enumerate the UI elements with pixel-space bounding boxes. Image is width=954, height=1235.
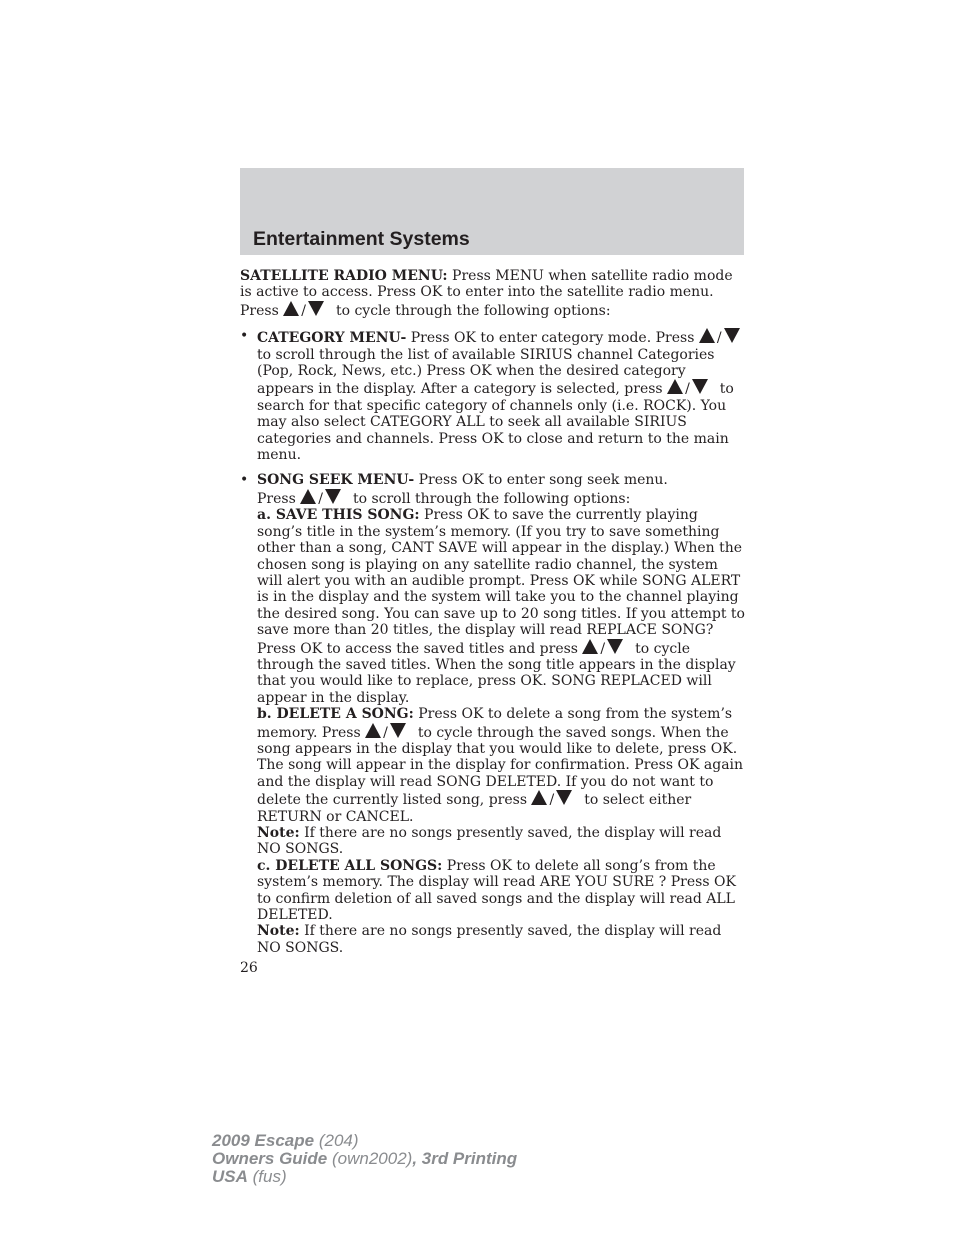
- down-arrow-icon: [607, 639, 623, 654]
- note-paragraph: Note: If there are no songs presently saved, the display will read NO SONGS.: [257, 825, 722, 858]
- up-arrow-icon: [283, 301, 299, 316]
- footer-line-region: USA (fus): [212, 1167, 287, 1186]
- delete-song-label: b. DELETE A SONG:: [257, 706, 414, 723]
- save-song-paragraph: a. SAVE THIS SONG: Press OK to save the currently playing song’s title in the system’s memory. (If you try to save something other than a song, CANT SAVE will appear in the display.) When the chosen song is playing on any satellite radio channel, the system will alert you with an audible prompt. Press OK while SONG ALERT is in the display and the system will take you to the channel playing the desired song. You can save up to 20 song titles. If you attempt to save more than 20 titles, the display will read REPLACE SONG? Press OK to access the saved titles and press / to cycle through the saved titles. When the song title appears in the display that you would like to replace, press OK. SONG REPLACED will appear in the display.: [257, 507, 745, 706]
- down-arrow-icon: [724, 328, 740, 343]
- up-arrow-icon: [582, 639, 598, 654]
- category-menu-item: • CATEGORY MENU- Press OK to enter category mode. Press / to scroll through the list of available SIRIUS channel Categories (Pop, Rock, News, etc.) Press OK when the desired category appears in the display. After a category is selected, press / to search for that specific category of channels only (i.e. ROCK). You may also select CATEGORY ALL to seek all available SIRIUS categories and channels. Press OK to close and return to the main menu.: [240, 328, 746, 463]
- up-arrow-icon: [365, 723, 381, 738]
- section-header-band: [240, 168, 744, 255]
- intro-text: Press MENU when satellite radio mode is active to access. Press OK to enter into the satellite radio menu.: [240, 268, 733, 301]
- down-arrow-icon: [556, 790, 572, 805]
- footer-line-model: 2009 Escape (204): [212, 1131, 359, 1150]
- footer-line-guide: Owners Guide (own2002), 3rd Printing: [212, 1149, 518, 1168]
- document-footer: [212, 1132, 517, 1186]
- category-label: CATEGORY MENU-: [257, 330, 407, 347]
- page-content: [240, 268, 746, 956]
- up-arrow-icon: [300, 489, 316, 504]
- up-arrow-icon: [667, 379, 683, 394]
- down-arrow-icon: [390, 723, 406, 738]
- note-label: Note:: [257, 825, 300, 841]
- intro-label: SATELLITE RADIO MENU:: [240, 268, 448, 284]
- bullet-point: •: [240, 472, 249, 489]
- section-title: Entertainment Systems: [253, 228, 470, 250]
- intro-paragraph: SATELLITE RADIO MENU: Press MENU when satellite radio mode is active to access. Press OK to enter into the satellite radio menu. Press / to cycle through the following options:: [240, 268, 733, 319]
- down-arrow-icon: [308, 301, 324, 316]
- song-seek-menu-item: • SONG SEEK MENU- Press OK to enter song seek menu. Press / to scroll through the following options: a. SAVE THIS SONG: Press OK to save the currently playing song’s title in the system’s memory. (If you try to save something other than a song, CANT SAVE will appear in the display.) When the chosen song is playing on any satellite radio channel, the system will alert you with an audible prompt. Press OK while SONG ALERT is in the display and the system will take you to the channel playing the desired song. You can save up to 20 song titles. If you attempt to save more than 20 titles, the display will read REPLACE SONG? Press OK to access the saved titles and press / to cycle through the saved titles. When the song title appears in the display that you would like to replace, press OK. SONG REPLACED will appear in the display. b. DELETE A SONG: Press OK to delete a song from the system’s memory. Press / to cycle through the saved songs. When the song appears in the display that you would like to delete, press OK. The song will appear in the display for confirmation. Press OK again and the display will read SONG DELETED. If you do not want to delete the currently listed song, press / to select either RETURN or CANCEL. Note: If there are no songs presently saved, the display will read NO SONGS. c. DELETE ALL SONGS: Press OK to delete all song’s from the system’s memory. The display will read ARE YOU SURE ? Press OK to confirm deletion of all saved songs and the display will read ALL DELETED. Note: If there are no songs presently saved, the display will read NO SONGS.: [240, 472, 745, 956]
- note-paragraph: Note: If there are no songs presently saved, the display will read NO SONGS.: [257, 923, 722, 956]
- down-arrow-icon: [325, 489, 341, 504]
- save-song-label: a. SAVE THIS SONG:: [257, 507, 420, 524]
- page-number: 26: [240, 960, 258, 976]
- up-arrow-icon: [699, 328, 715, 343]
- song-seek-label: SONG SEEK MENU-: [257, 472, 415, 489]
- down-arrow-icon: [692, 379, 708, 394]
- up-arrow-icon: [531, 790, 547, 805]
- delete-all-label: c. DELETE ALL SONGS:: [257, 857, 443, 874]
- delete-all-paragraph: c. DELETE ALL SONGS: Press OK to delete all song’s from the system’s memory. The display will read ARE YOU SURE ? Press OK to confirm deletion of all saved songs and the display will read ALL DELETED.: [257, 857, 736, 924]
- bullet-point: •: [240, 328, 249, 345]
- note-label: Note:: [257, 923, 300, 940]
- delete-song-paragraph: b. DELETE A SONG: Press OK to delete a song from the system’s memory. Press / to cycle through the saved songs. When the song appears in the display that you would like to delete, press OK. The song will appear in the display for confirmation. Press OK again and the display will read SONG DELETED. If you do not want to delete the currently listed song, press / to select either RETURN or CANCEL.: [257, 706, 744, 825]
